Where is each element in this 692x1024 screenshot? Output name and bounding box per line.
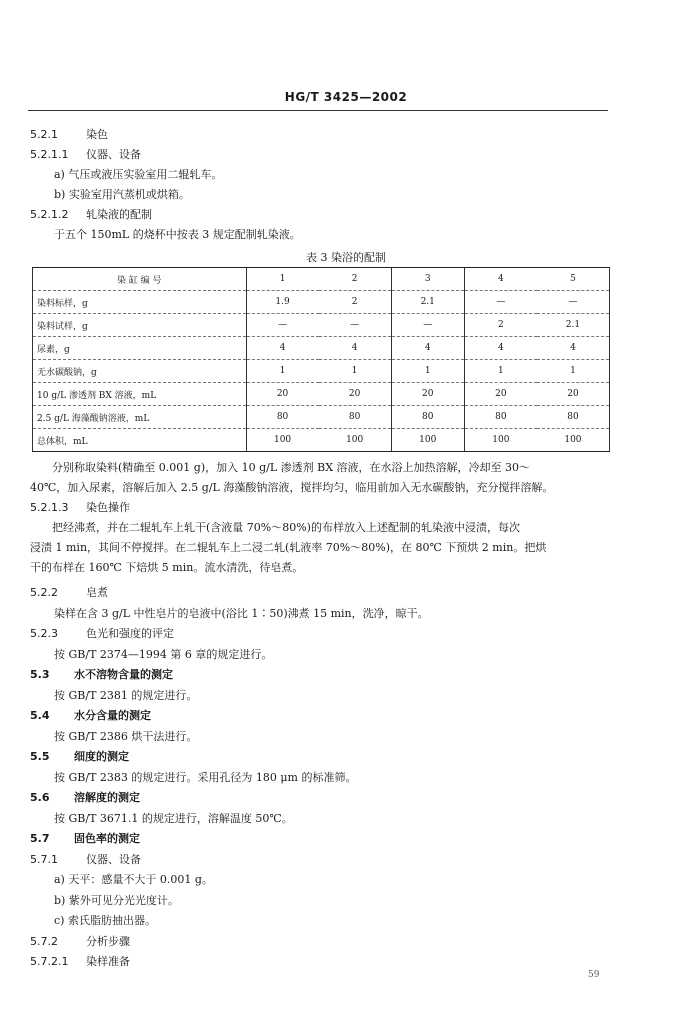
text-line	[54, 606, 429, 622]
line-text: 按 GB/T 3671.1 的规定进行，溶解温度 50℃。	[54, 811, 293, 825]
paragraph-line: 干的布样在 160℃ 下焙烘 5 min。流水清洗，待皂煮。	[30, 561, 304, 574]
text-line	[54, 167, 222, 183]
line-text: b) 实验室用汽蒸机或烘箱。	[54, 188, 190, 201]
table-cell: —	[391, 314, 464, 337]
section-number: 5.2.1.1	[30, 148, 69, 161]
text-line	[54, 227, 301, 243]
header-label: 染 缸 编 号	[33, 268, 247, 291]
text-line	[54, 811, 293, 827]
table-cell: 80	[391, 406, 464, 429]
table-cell: —	[246, 314, 319, 337]
table-header-row	[33, 268, 610, 291]
line-text: 按 GB/T 2374—1994 第 6 章的规定进行。	[54, 647, 273, 661]
table-cell: 4	[391, 337, 464, 360]
line-text: b) 紫外可见分光光度计。	[54, 893, 179, 907]
table-cell: —	[537, 291, 610, 314]
section-number: 5.4	[30, 709, 50, 722]
row-label: 无水碳酸钠，g	[33, 360, 247, 383]
section-number: 5.7	[30, 832, 50, 845]
page-number: 59	[588, 970, 600, 980]
text-line	[54, 647, 272, 663]
table-cell: 80	[464, 406, 537, 429]
section-heading: 水不溶物含量的测定	[74, 668, 173, 681]
section-line	[30, 708, 151, 724]
section-line	[30, 127, 108, 143]
table-cell: 20	[319, 383, 392, 406]
line-text: 染样在含 3 g/L 中性皂片的皂液中(浴比 1∶50)沸煮 15 min，洗净，晾干。	[54, 606, 429, 620]
text-line	[54, 893, 179, 909]
section-line	[30, 147, 141, 163]
section-line	[30, 626, 174, 642]
section-line	[30, 831, 140, 847]
table-cell: 4	[537, 337, 610, 360]
section-heading: 轧染液的配制	[86, 208, 152, 221]
table-row	[33, 383, 610, 406]
section-heading: 细度的测定	[74, 750, 129, 763]
table-cell: 1	[464, 360, 537, 383]
table-row	[33, 406, 610, 429]
dissolution-paragraph	[30, 458, 610, 498]
table-cell: —	[464, 291, 537, 314]
table-row	[33, 429, 610, 452]
header-col-2: 2	[319, 268, 392, 291]
table-cell: 1	[391, 360, 464, 383]
section-number: 5.7.2.1	[30, 955, 69, 968]
section-line	[30, 852, 141, 868]
section-heading: 分析步骤	[86, 934, 130, 948]
section-line	[30, 954, 130, 970]
line-text: 按 GB/T 2381 的规定进行。	[54, 688, 198, 702]
section-heading: 皂煮	[86, 586, 108, 599]
table-cell: 80	[246, 406, 319, 429]
table-title: 表 3 染浴的配制	[306, 251, 386, 264]
table-cell: 80	[319, 406, 392, 429]
line-text: 按 GB/T 2383 的规定进行。采用孔径为 180 μm 的标准筛。	[54, 770, 357, 784]
line-text: c) 索氏脂肪抽出器。	[54, 914, 156, 927]
row-label: 染料标样，g	[33, 291, 247, 314]
section-number: 5.2.2	[30, 586, 58, 599]
table-cell: 20	[537, 383, 610, 406]
table-cell: 20	[464, 383, 537, 406]
section-number: 5.2.1	[30, 128, 58, 141]
row-label: 10 g/L 渗透剂 BX 溶液，mL	[33, 383, 247, 406]
paragraph-line: 浸渍 1 min，其间不停搅拌。在二辊轧车上二浸二轧(轧液率 70%～80%)，在 80℃ 下预烘 2 min。把烘	[30, 541, 547, 554]
line-text: 于五个 150mL 的烧杯中按表 3 规定配制轧染液。	[54, 228, 301, 241]
section-number: 5.5	[30, 750, 50, 763]
table-cell: 2.1	[537, 314, 610, 337]
section-heading: 仪器、设备	[86, 852, 141, 866]
row-label: 染料试样，g	[33, 314, 247, 337]
section-heading: 染样准备	[86, 955, 130, 968]
table-row	[33, 360, 610, 383]
table-cell: 2.1	[391, 291, 464, 314]
header-col-3: 3	[391, 268, 464, 291]
line-text: a) 气压或液压实验室用二辊轧车。	[54, 168, 223, 181]
paragraph-line: 把经沸煮，并在二辊轧车上轧干(含液量 70%～80%)的布样放入上述配制的轧染液中浸渍，每次	[30, 521, 520, 534]
table-cell: 20	[246, 383, 319, 406]
table-cell: 100	[246, 429, 319, 452]
header-col-5: 5	[537, 268, 610, 291]
paragraph-line: 40℃，加入尿素，溶解后加入 2.5 g/L 海藻酸钠溶液，搅拌均匀，临用前加入无水碳酸钠，充分搅拌溶解。	[30, 481, 554, 494]
table-cell: 4	[319, 337, 392, 360]
section-number: 5.2.1.2	[30, 208, 69, 221]
section-line	[30, 790, 140, 806]
section-5-2-1-3	[30, 500, 130, 516]
table-cell: 4	[464, 337, 537, 360]
dye-bath-table	[32, 267, 610, 452]
table-cell: 20	[391, 383, 464, 406]
text-line	[54, 688, 197, 704]
header-col-1: 1	[246, 268, 319, 291]
table-cell: 2	[464, 314, 537, 337]
section-number: 5.2.1.3	[30, 501, 69, 514]
table-cell: 1	[319, 360, 392, 383]
section-line	[30, 934, 130, 950]
section-number: 5.7.1	[30, 852, 58, 866]
section-heading: 仪器、设备	[86, 148, 141, 161]
section-heading: 固色率的测定	[74, 832, 140, 845]
table-cell: 1	[246, 360, 319, 383]
header-rule	[28, 110, 608, 111]
section-number: 5.7.2	[30, 934, 58, 948]
table-cell: 2	[319, 291, 392, 314]
text-line	[54, 187, 190, 203]
section-line	[30, 667, 173, 683]
line-text: a) 天平：感量不大于 0.001 g。	[54, 873, 213, 886]
section-line	[30, 207, 152, 223]
section-number: 5.3	[30, 668, 50, 681]
row-label: 2.5 g/L 海藻酸钠溶液，mL	[33, 406, 247, 429]
table-row	[33, 314, 610, 337]
table-cell: 80	[537, 406, 610, 429]
row-label: 尿素，g	[33, 337, 247, 360]
section-line	[30, 585, 108, 601]
paragraph-line: 分别称取染料(精确至 0.001 g)，加入 10 g/L 渗透剂 BX 溶液，在水浴上加热溶解，冷却至 30～	[30, 461, 531, 474]
table-cell: 100	[537, 429, 610, 452]
table-cell: 1	[537, 360, 610, 383]
table-cell: 100	[464, 429, 537, 452]
section-heading: 染色操作	[86, 501, 130, 514]
table-cell: 1.9	[246, 291, 319, 314]
table-cell: 100	[391, 429, 464, 452]
table-cell: 4	[246, 337, 319, 360]
text-line	[54, 770, 356, 786]
row-label: 总体积，mL	[33, 429, 247, 452]
section-number: 5.2.3	[30, 627, 58, 640]
line-text: 按 GB/T 2386 烘干法进行。	[54, 729, 198, 743]
dyeing-paragraph	[30, 518, 610, 578]
table-cell: —	[319, 314, 392, 337]
standard-number: HG/T 3425—2002	[284, 90, 408, 104]
section-heading: 溶解度的测定	[74, 791, 140, 804]
section-number: 5.6	[30, 791, 50, 804]
section-line	[30, 749, 129, 765]
section-heading: 色光和强度的评定	[86, 627, 174, 640]
section-heading: 染色	[86, 128, 108, 141]
section-heading: 水分含量的测定	[74, 709, 151, 722]
table-row	[33, 337, 610, 360]
table-row	[33, 291, 610, 314]
header-col-4: 4	[464, 268, 537, 291]
table-cell: 100	[319, 429, 392, 452]
text-line	[54, 913, 156, 929]
text-line	[54, 729, 197, 745]
text-line	[54, 872, 213, 888]
